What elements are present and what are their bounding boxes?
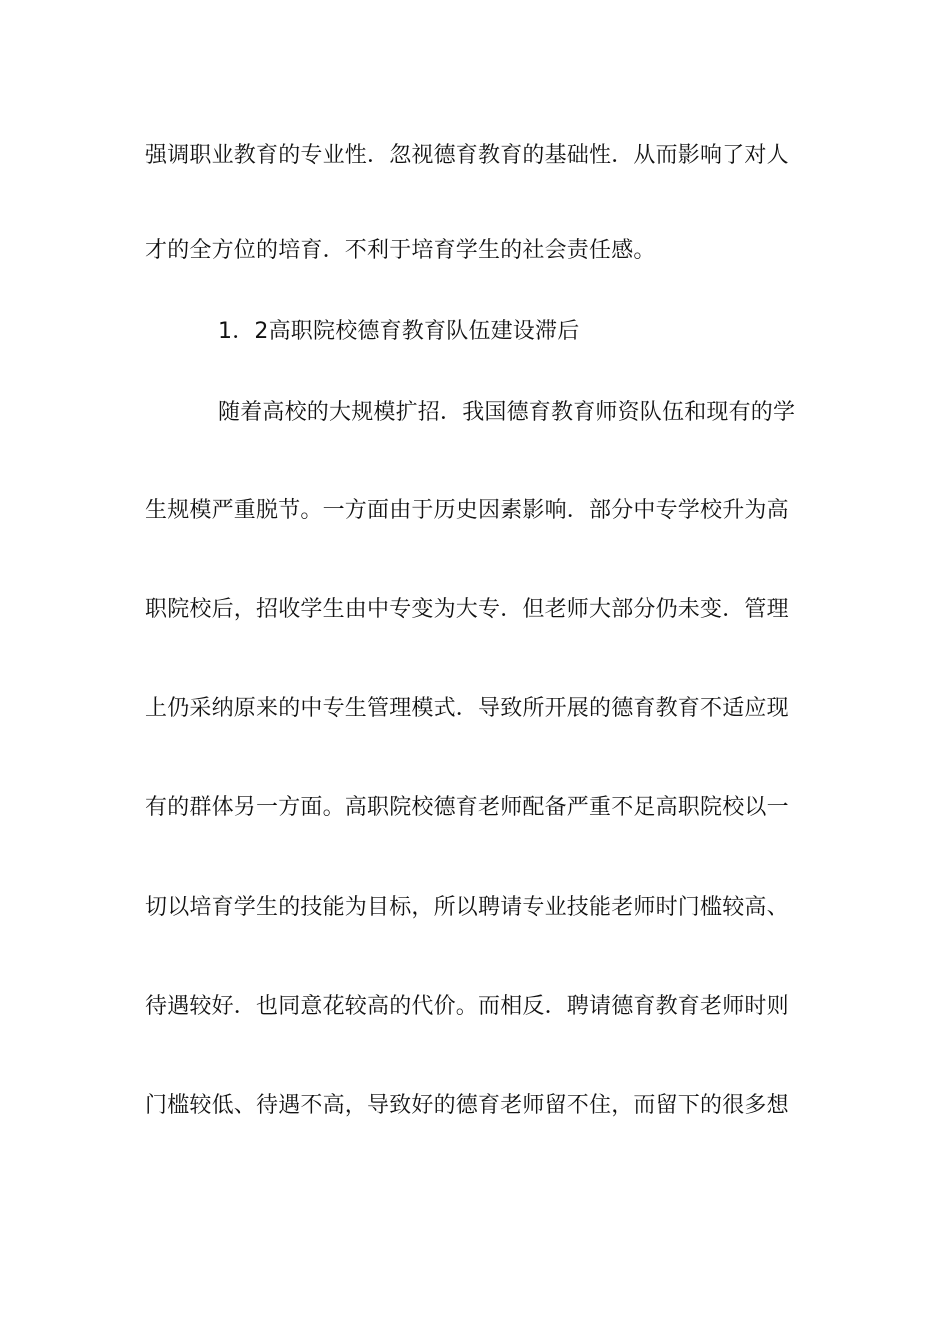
paragraph-line: 门槛较低、待遇不高，导致好的德育老师留不住，而留下的很多想: [145, 1093, 789, 1118]
paragraph-line: 随着高校的大规模扩招．我国德育教育师资队伍和现有的学: [218, 400, 796, 425]
paragraph-line: 生规模严重脱节。一方面由于历史因素影响．部分中专学校升为高: [145, 498, 789, 523]
paragraph-line: 有的群体另一方面。高职院校德育老师配备严重不足高职院校以一: [145, 795, 789, 820]
paragraph-line: 切以培育学生的技能为目标，所以聘请专业技能老师时门槛较高、: [145, 895, 789, 920]
paragraph-line: 待遇较好．也同意花较高的代价。而相反．聘请德育教育老师时则: [145, 994, 789, 1019]
section-heading: 1．2高职院校德育教育队伍建设滞后: [218, 319, 580, 344]
paragraph-line: 上仍采纳原来的中专生管理模式．导致所开展的德育教育不适应现: [145, 696, 789, 721]
paragraph-line: 强调职业教育的专业性．忽视德育教育的基础性．从而影响了对人: [145, 143, 789, 168]
paragraph-line: 职院校后，招收学生由中专变为大专．但老师大部分仍未变．管理: [145, 597, 789, 622]
paragraph-line: 才的全方位的培育．不利于培育学生的社会责任感。: [145, 238, 656, 263]
